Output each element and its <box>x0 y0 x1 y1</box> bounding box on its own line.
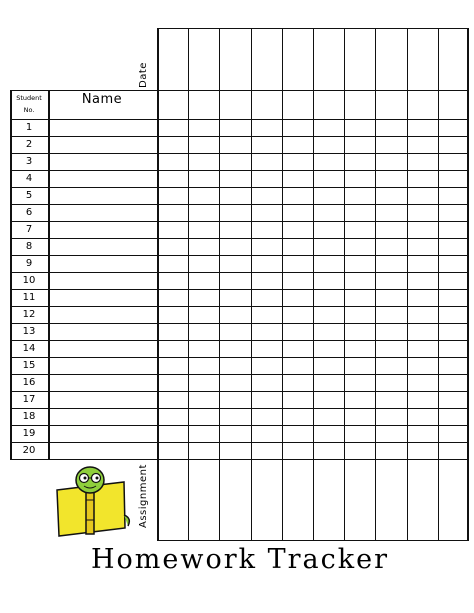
student-number: 15 <box>22 360 36 371</box>
student-number: 2 <box>25 139 33 150</box>
date-grid-left-border <box>157 28 159 540</box>
row-divider <box>10 357 469 358</box>
date-column-divider <box>313 28 314 540</box>
row-divider <box>10 255 469 256</box>
student-number: 17 <box>22 394 36 405</box>
student-number: 18 <box>22 411 36 422</box>
row-divider <box>10 425 469 426</box>
row-divider <box>10 187 469 188</box>
date-column-divider <box>375 28 376 540</box>
student-number: 7 <box>25 224 33 235</box>
date-column-divider <box>188 28 189 540</box>
student-number: 4 <box>25 173 33 184</box>
row-divider <box>10 170 469 171</box>
date-label: Date <box>138 62 149 88</box>
date-column-divider <box>407 28 408 540</box>
row-divider <box>10 204 469 205</box>
row-divider <box>10 136 469 137</box>
row-divider <box>10 289 469 290</box>
date-column-divider <box>438 28 439 540</box>
student-number: 13 <box>22 326 36 337</box>
student-number: 5 <box>25 190 33 201</box>
student-number: 6 <box>25 207 33 218</box>
row-divider <box>10 272 469 273</box>
row-divider <box>10 221 469 222</box>
student-number: 3 <box>25 156 33 167</box>
row-divider <box>10 459 469 460</box>
row-divider <box>10 323 469 324</box>
row-divider <box>10 340 469 341</box>
student-no-label-line1: Student <box>16 94 42 102</box>
student-number: 14 <box>22 343 36 354</box>
student-number: 11 <box>22 292 36 303</box>
header-bottom-line <box>10 119 469 120</box>
grid-bottom-border <box>157 540 469 541</box>
date-column-divider <box>251 28 252 540</box>
row-divider <box>10 442 469 443</box>
row-divider <box>10 153 469 154</box>
row-divider <box>10 306 469 307</box>
date-column-divider <box>344 28 345 540</box>
assignment-label: Assignment <box>138 464 149 528</box>
date-column-divider <box>219 28 220 540</box>
name-column-header: Name <box>81 92 123 107</box>
student-number: 10 <box>22 275 36 286</box>
date-column-divider <box>282 28 283 540</box>
row-divider <box>10 391 469 392</box>
row-divider <box>10 408 469 409</box>
date-column-divider <box>467 28 469 540</box>
student-number: 1 <box>25 122 33 133</box>
student-number: 20 <box>22 445 36 456</box>
student-number: 9 <box>25 258 33 269</box>
student-no-label-line2: No. <box>23 106 35 114</box>
header-top-line <box>10 90 469 91</box>
student-number: 19 <box>22 428 36 439</box>
row-divider <box>10 374 469 375</box>
student-number: 16 <box>22 377 36 388</box>
student-number: 8 <box>25 241 33 252</box>
name-column-divider <box>48 90 50 459</box>
student-number: 12 <box>22 309 36 320</box>
page-title: Homework Tracker <box>91 544 389 575</box>
row-divider <box>10 238 469 239</box>
